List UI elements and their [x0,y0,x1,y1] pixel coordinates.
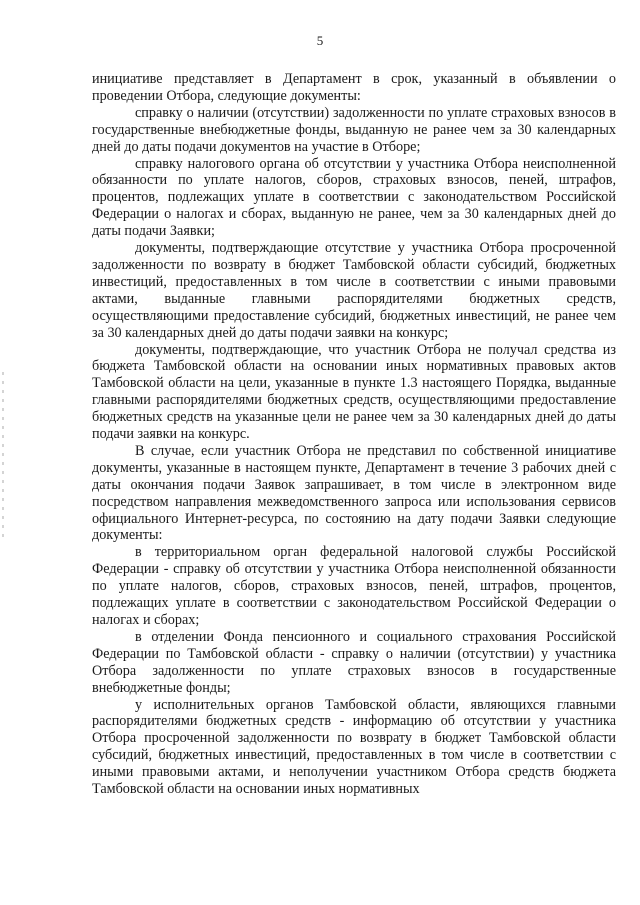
paragraph-tax-service-request: в территориальном орган федеральной налоговой службы Российской Федерации - справку об отсутствии у участника Отбора неисполненной обязанности по уплате налогов, сборов, страховых взносов, пеней, штрафов, процентов, подлежащих уплате в соответствии с законодательством Российской Федерации о налогах и сборах; [92,544,616,628]
page-number: 5 [316,33,324,48]
paragraph-no-funds-received-documents: документы, подтверждающие, что участник Отбора не получал средства из бюджета Тамбовской области на основании иных нормативных правовых актов Тамбовской области на цели, указанные в пункте 1.3 настоящего Порядка, выданные главными распорядителями бюджетных средств, осуществляющими предоставление бюджетных средств на указанные цели не ранее чем за 30 календарных дней до даты подачи заявки на конкурс. [92,341,616,443]
paragraph-pension-fund-request: в отделении Фонда пенсионного и социального страхования Российской Федерации по Тамбовской области - справку о наличии (отсутствии) у участника Отбора задолженности по уплате страховых взносов в государственные внебюджетные фонды; [92,628,616,696]
paragraph-no-overdue-debt-documents: документы, подтверждающие отсутствие у участника Отбора просроченной задолженности по возврату в бюджет Тамбовской области субсидий, бюджетных инвестиций, предоставленных в том числе в соответствии с иными правовыми актами, выданные главными распорядителями бюджетных средств, осуществляющими предоставление субсидий, бюджетных инвестиций, не ранее чем за 30 календарных дней до даты подачи заявки на конкурс; [92,240,616,341]
paragraph-intro: инициативе представляет в Департамент в срок, указанный в объявлении о проведении Отбора, следующие документы: [92,71,616,104]
paragraph-insurance-debt-certificate: справку о наличии (отсутствии) задолженности по уплате страховых взносов в государственные внебюджетные фонды, выданную не ранее чем за 30 календарных дней до даты подачи документов на участие в Отборе; [92,104,616,155]
margin-stamp-mark [2,372,4,542]
paragraph-executive-bodies-request: у исполнительных органов Тамбовской области, являющихся главными распорядителями бюджетных средств - информацию об отсутствии у участника Отбора просроченной задолженности по возврату в бюджет Тамбовской области субсидий, бюджетных инвестиций, предоставленных в том числе в соответствии с иными правовыми актами, и неполучении участником Отбора средств бюджета Тамбовской области на основании иных нормативных [92,696,616,798]
document-body [92,71,616,798]
paragraph-tax-authority-certificate: справку налогового органа об отсутствии у участника Отбора неисполненной обязанности по уплате налогов, сборов, страховых взносов, пеней, штрафов, процентов, подлежащих уплате в соответствии с законодательством Российской Федерации о налогах и сборах, выданную не ранее, чем за 30 календарных дней до даты подачи Заявки; [92,155,616,240]
paragraph-interagency-request: В случае, если участник Отбора не представил по собственной инициативе документы, указанные в настоящем пункте, Департамент в течение 3 рабочих дней с даты окончания подачи Заявок запрашивает, в том числе в электронном виде посредством направления межведомственного запроса или использования сервисов официального Интернет-ресурса, по состоянию на дату подачи Заявки следующие документы: [92,442,616,544]
